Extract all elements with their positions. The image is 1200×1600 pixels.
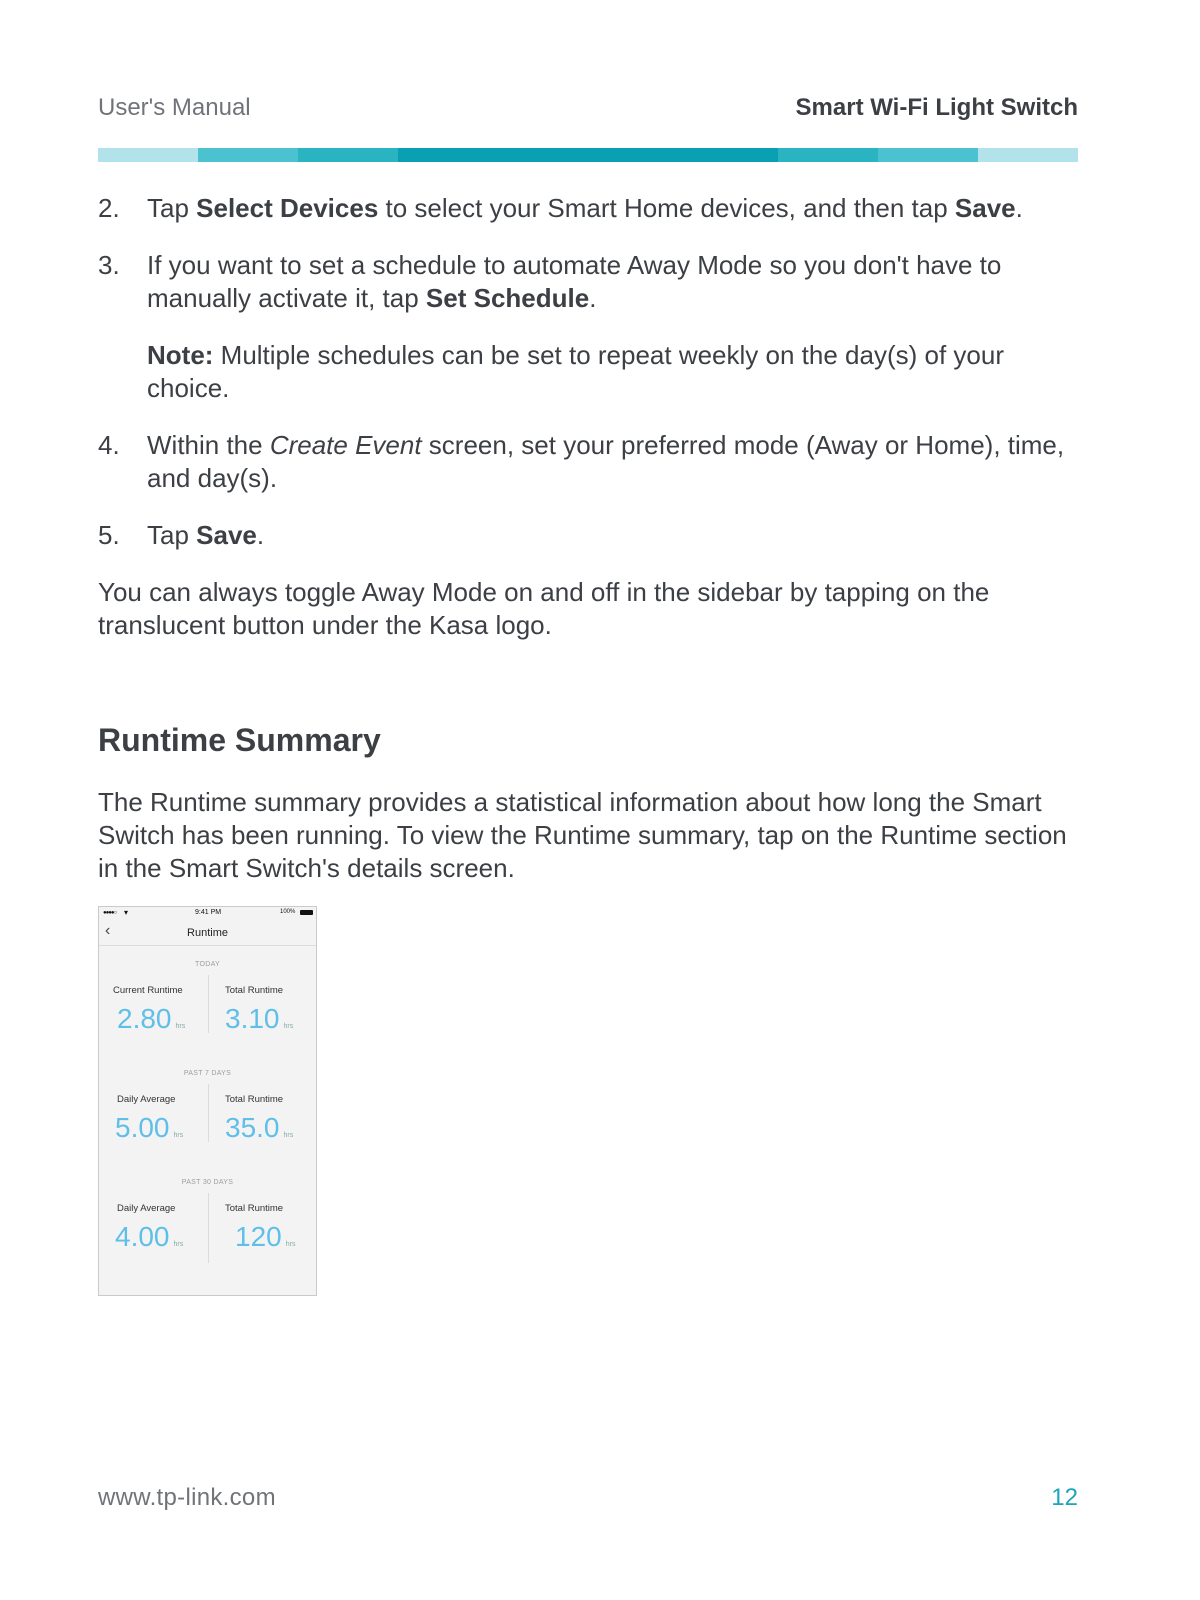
color-bar-segment (98, 148, 198, 162)
stat-value: 120 hrs (235, 1221, 296, 1252)
color-bar-segment (878, 148, 978, 162)
step-number: 5. (98, 520, 120, 550)
note-text: Note: Multiple schedules can be set to repeat weekly on the day(s) of your choice. (147, 340, 1004, 403)
stat-value: 2.80 hrs (117, 1003, 186, 1034)
color-bar-segment (398, 148, 778, 162)
nav-bar (99, 921, 316, 946)
color-bar-segment (298, 148, 398, 162)
section-description: The Runtime summary provides a statistical information about how long the Smart Switch has been running. To view the Runtime summary, tap on the Runtime section in the Smart Switch's details screen. (98, 787, 1067, 883)
status-bar (99, 907, 316, 921)
stat-label: Total Runtime (225, 985, 284, 996)
wifi-icon: ▾ (124, 908, 129, 917)
stat-label: Current Runtime (113, 985, 183, 996)
section-label-today: TODAY (195, 961, 220, 968)
stat-value: 35.0 hrs (225, 1112, 294, 1143)
section-label-7-days: PAST 7 DAYS (183, 1070, 232, 1077)
color-bar-segment (978, 148, 1078, 162)
stat-label: Total Runtime (225, 1203, 284, 1214)
color-bar-segment (198, 148, 298, 162)
chevron-left-icon[interactable]: ‹ (105, 922, 111, 939)
status-time: 9:41 PM (195, 909, 222, 916)
step-number: 3. (98, 250, 120, 280)
header-color-bar (98, 148, 1078, 162)
stat-label: Daily Average (117, 1203, 176, 1214)
website-url[interactable]: www.tp-link.com (98, 1484, 276, 1511)
stat-divider (208, 975, 209, 1033)
nav-title: Runtime (187, 927, 228, 939)
step-text: Within the Create Event screen, set your preferred mode (Away or Home), time, and day(s). (147, 430, 1065, 493)
battery-icon (300, 910, 313, 915)
step-item (98, 519, 1088, 552)
page-number: 12 (1051, 1484, 1078, 1511)
section-heading: Runtime Summary (98, 722, 381, 758)
step-number: 4. (98, 430, 120, 460)
note-block (98, 339, 1088, 405)
manual-label: User's Manual (98, 94, 251, 121)
step-item (98, 249, 1088, 315)
step-text: Tap Select Devices to select your Smart Home devices, and then tap Save. (147, 193, 1023, 223)
stat-value: 3.10 hrs (225, 1003, 294, 1034)
stat-divider (208, 1084, 209, 1142)
battery-percent: 100% (280, 909, 296, 915)
runtime-screenshot (98, 906, 317, 1296)
step-item (98, 429, 1088, 495)
stat-label: Daily Average (117, 1094, 176, 1105)
away-mode-paragraph: You can always toggle Away Mode on and off in the sidebar by tapping on the translucent button under the Kasa logo. (98, 577, 990, 640)
product-name: Smart Wi-Fi Light Switch (795, 94, 1078, 121)
stat-divider (208, 1193, 209, 1263)
color-bar-segment (778, 148, 878, 162)
step-text: Tap Save. (147, 520, 265, 550)
stat-value: 4.00 hrs (115, 1221, 184, 1252)
stat-label: Total Runtime (225, 1094, 284, 1105)
stat-value: 5.00 hrs (115, 1112, 184, 1143)
signal-dots-icon: ●●●●○ (103, 910, 117, 916)
step-text: If you want to set a schedule to automate Away Mode so you don't have to manually activate it, tap Set Schedule. (147, 250, 1002, 313)
instruction-content (98, 192, 1088, 642)
step-item (98, 192, 1088, 225)
page-header (98, 94, 1078, 126)
section-label-30-days: PAST 30 DAYS (181, 1179, 234, 1186)
step-number: 2. (98, 193, 120, 223)
